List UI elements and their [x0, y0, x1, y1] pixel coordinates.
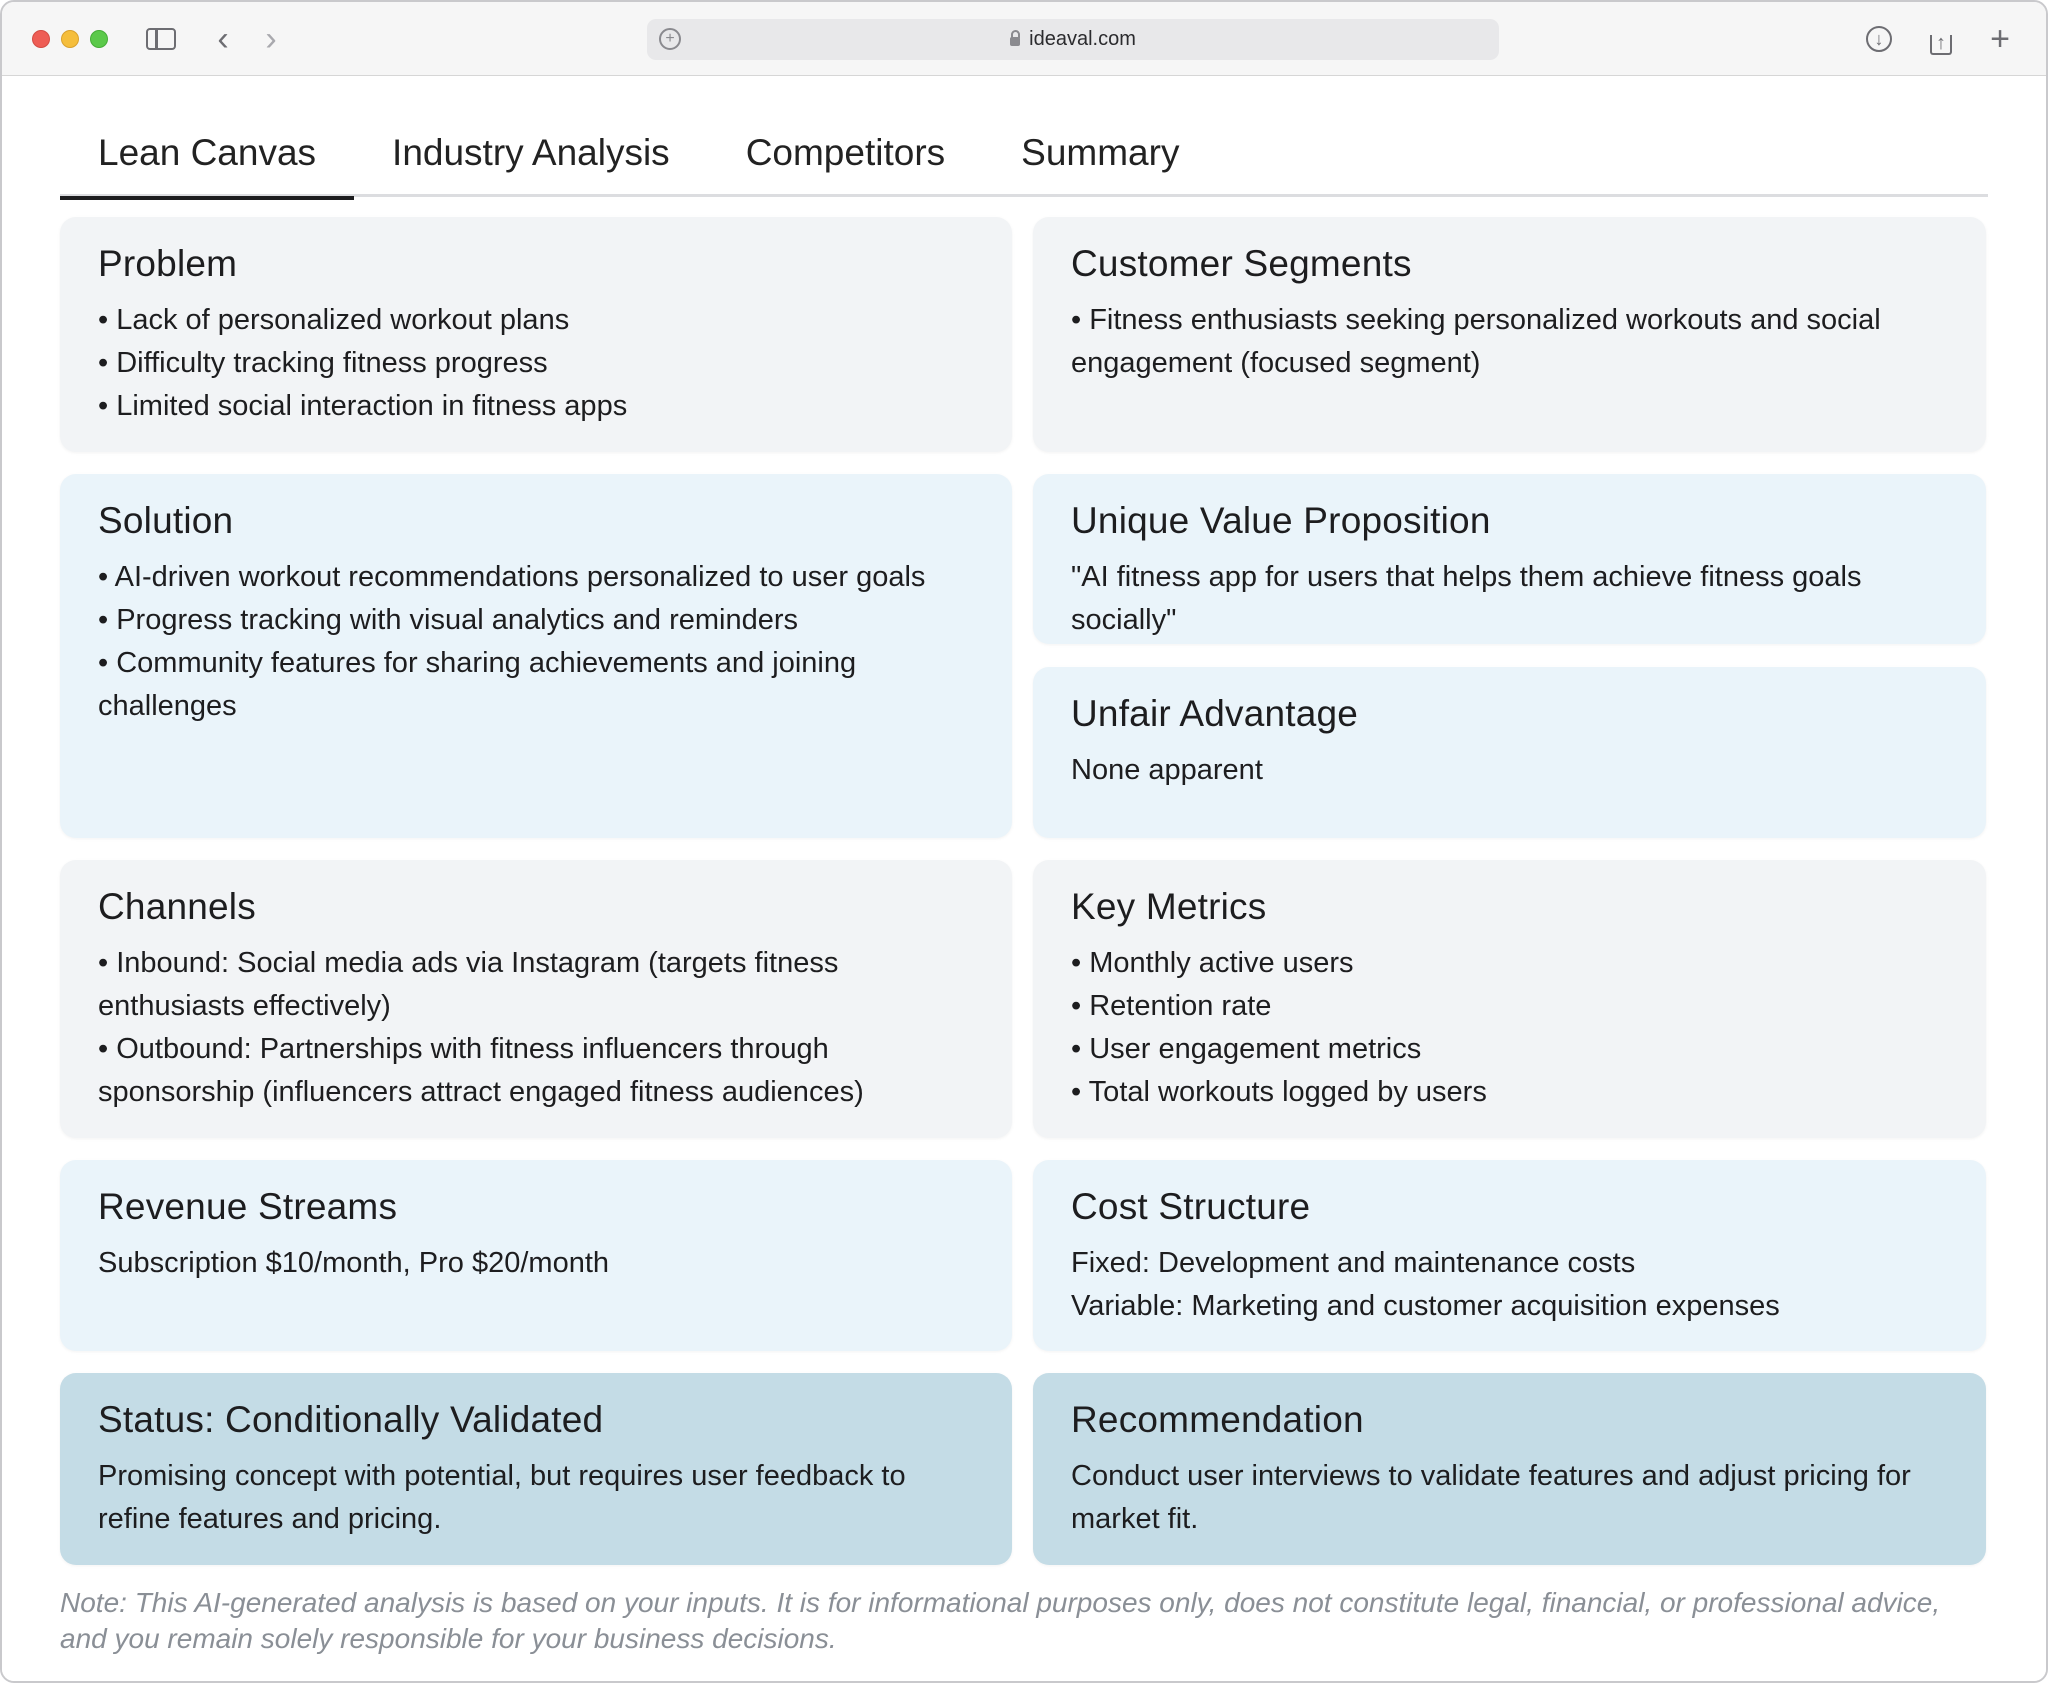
card-line: • Lack of personalized workout plans: [98, 304, 570, 336]
card-line: • Progress tracking with visual analytics and reminders: [98, 604, 798, 636]
card-line: • Difficulty tracking fitness progress: [98, 347, 548, 379]
new-tab-icon[interactable]: +: [1990, 19, 2010, 58]
card-line: • Fitness enthusiasts seeking personalized workouts and social engagement (focused segment): [1071, 304, 1881, 379]
downloads-icon[interactable]: ↓: [1864, 20, 1894, 58]
card-title: Customer Segments: [1071, 243, 1412, 284]
card-title: Revenue Streams: [98, 1186, 398, 1227]
card-title: Status: Conditionally Validated: [98, 1399, 604, 1440]
card-line: • Retention rate: [1071, 990, 1272, 1022]
card-line: • Inbound: Social media ads via Instagram (targets fitness enthusiasts effectively): [98, 947, 839, 1022]
card-title: Recommendation: [1071, 1399, 1364, 1440]
close-window-button[interactable]: [32, 30, 50, 48]
cost-structure-card: [1033, 1160, 1986, 1351]
card-line: Variable: Marketing and customer acquisition expenses: [1071, 1290, 1780, 1322]
revenue-streams-card: [60, 1160, 1012, 1351]
sidebar-toggle-icon[interactable]: [144, 20, 178, 58]
card-title: Unfair Advantage: [1071, 693, 1359, 734]
card-line: • Monthly active users: [1071, 947, 1354, 979]
card-line: • Community features for sharing achievements and joining challenges: [98, 647, 857, 722]
card-line: None apparent: [1071, 754, 1263, 786]
url-text[interactable]: ideaval.com: [1029, 28, 1136, 50]
card-line: • User engagement metrics: [1071, 1033, 1422, 1065]
lock-icon: [1010, 37, 1020, 46]
tab-competitors[interactable]: Competitors: [745, 132, 946, 173]
card-line: Conduct user interviews to validate features and adjust pricing for market fit.: [1071, 1460, 1911, 1535]
key-metrics-card: [1033, 860, 1986, 1138]
back-icon[interactable]: ‹: [217, 19, 229, 58]
browser-toolbar: [2, 2, 2046, 76]
page-content: [2, 77, 2046, 1681]
customer-segments-card: [1033, 217, 1986, 452]
minimize-window-button[interactable]: [61, 30, 79, 48]
card-line: • Total workouts logged by users: [1071, 1076, 1487, 1108]
card-line: Fixed: Development and maintenance costs: [1071, 1247, 1636, 1279]
forward-icon[interactable]: ›: [265, 19, 277, 58]
tab-lean-canvas[interactable]: Lean Canvas: [60, 109, 354, 197]
card-title: Channels: [98, 886, 256, 927]
card-line: Promising concept with potential, but requires user feedback to refine features and pricing.: [98, 1460, 906, 1535]
card-title: Unique Value Proposition: [1071, 500, 1491, 541]
status-card: [60, 1373, 1012, 1565]
problem-card: [60, 217, 1012, 452]
unique-value-proposition-card: [1033, 474, 1986, 644]
card-title: Problem: [98, 243, 238, 284]
tab-bar: [60, 109, 1988, 197]
disclaimer-note: Note: This AI-generated analysis is based on your inputs. It is for informational purposes only, does not constitute legal, financial, or professional advice, and you remain solely responsible for your business decisions.: [60, 1587, 1941, 1654]
card-title: Cost Structure: [1071, 1186, 1311, 1227]
card-line: "AI fitness app for users that helps them achieve fitness goals socially": [1071, 561, 1862, 636]
channels-card: [60, 860, 1012, 1138]
card-line: • AI-driven workout recommendations personalized to user goals: [98, 561, 926, 593]
share-icon[interactable]: ↑: [1926, 20, 1956, 58]
recommendation-card: [1033, 1373, 1986, 1565]
address-bar[interactable]: [647, 19, 1499, 60]
card-title: Solution: [98, 500, 234, 541]
privacy-report-icon[interactable]: +: [659, 28, 681, 50]
card-title: Key Metrics: [1071, 886, 1267, 927]
solution-card: [60, 474, 1012, 838]
unfair-advantage-card: [1033, 667, 1986, 838]
tab-industry-analysis[interactable]: Industry Analysis: [392, 132, 670, 173]
card-line: • Outbound: Partnerships with fitness influencers through sponsorship (influencers attract engaged fitness audiences): [98, 1033, 864, 1108]
card-line: • Limited social interaction in fitness apps: [98, 390, 628, 422]
tab-summary[interactable]: Summary: [1021, 132, 1180, 173]
card-line: Subscription $10/month, Pro $20/month: [98, 1247, 610, 1279]
zoom-window-button[interactable]: [90, 30, 108, 48]
